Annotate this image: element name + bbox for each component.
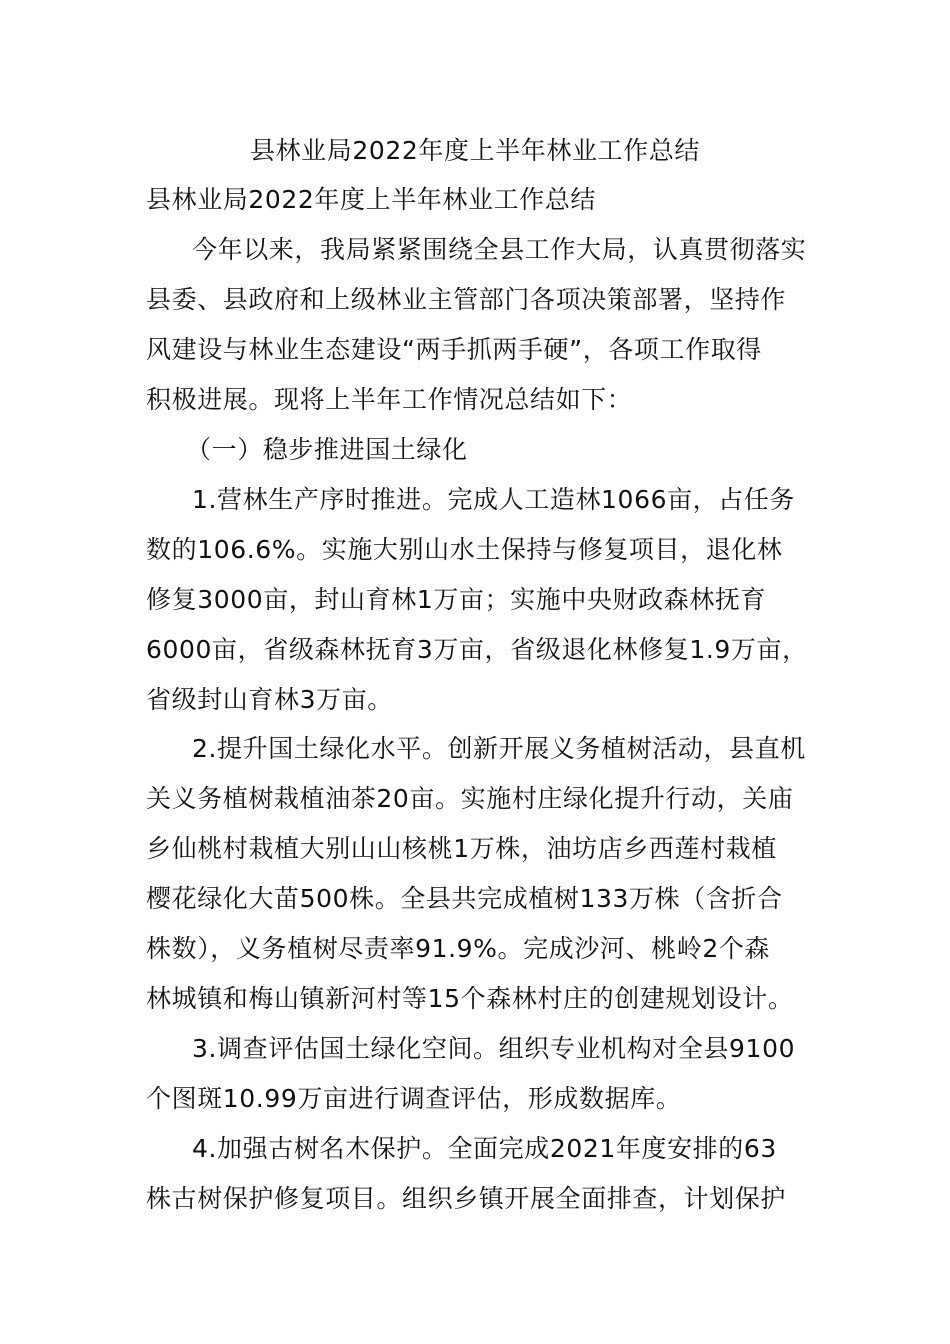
- item2-line-6: 林城镇和梅山镇新河村等15个森林村庄的创建规划设计。: [146, 984, 794, 1013]
- section-heading: （一）稳步推进国土绿化: [186, 435, 468, 464]
- item2-line-2: 关义务植树栽植油茶20亩。实施村庄绿化提升行动，关庙: [146, 784, 794, 813]
- item2-line-5: 株数），义务植树尽责率91.9%。完成沙河、桃岭2个森: [146, 934, 771, 963]
- item4-line-2: 株古树保护修复项目。组织乡镇开展全面排查，计划保护: [146, 1184, 787, 1213]
- intro-line-4: 积极进展。现将上半年工作情况总结如下：: [146, 385, 633, 414]
- intro-line-1: 今年以来，我局紧紧围绕全县工作大局，认真贯彻落实: [192, 235, 807, 264]
- document-subtitle: 县林业局2022年度上半年林业工作总结: [146, 185, 597, 214]
- page-title: 县林业局2022年度上半年林业工作总结: [249, 136, 701, 165]
- item3-line-2: 个图斑10.99万亩进行调查评估，形成数据库。: [146, 1084, 682, 1113]
- intro-line-3: 风建设与林业生态建设“两手抓两手硬”，各项工作取得: [146, 335, 762, 364]
- item2-line-1: 2.提升国土绿化水平。创新开展义务植树活动，县直机: [192, 734, 806, 763]
- item2-line-3: 乡仙桃村栽植大别山山核桃1万株，油坊店乡西莲村栽植: [146, 834, 777, 863]
- item1-line-3: 修复3000亩，封山育林1万亩；实施中央财政森林抚育: [146, 585, 767, 614]
- item1-line-4: 6000亩，省级森林抚育3万亩，省级退化林修复1.9万亩，: [146, 635, 808, 664]
- item1-line-2: 数的106.6%。实施大别山水土保持与修复项目，退化林: [146, 535, 783, 564]
- item1-line-1: 1.营林生产序时推进。完成人工造林1066亩，占任务: [192, 485, 796, 514]
- intro-line-2: 县委、县政府和上级林业主管部门各项决策部署，坚持作: [146, 285, 787, 314]
- item4-line-1: 4.加强古树名木保护。全面完成2021年度安排的63: [192, 1134, 777, 1163]
- item2-line-4: 樱花绿化大苗500株。全县共完成植树133万株（含折合: [146, 884, 783, 913]
- item3-line-1: 3.调查评估国土绿化空间。组织专业机构对全县9100: [192, 1034, 796, 1063]
- item1-line-5: 省级封山育林3万亩。: [146, 685, 393, 714]
